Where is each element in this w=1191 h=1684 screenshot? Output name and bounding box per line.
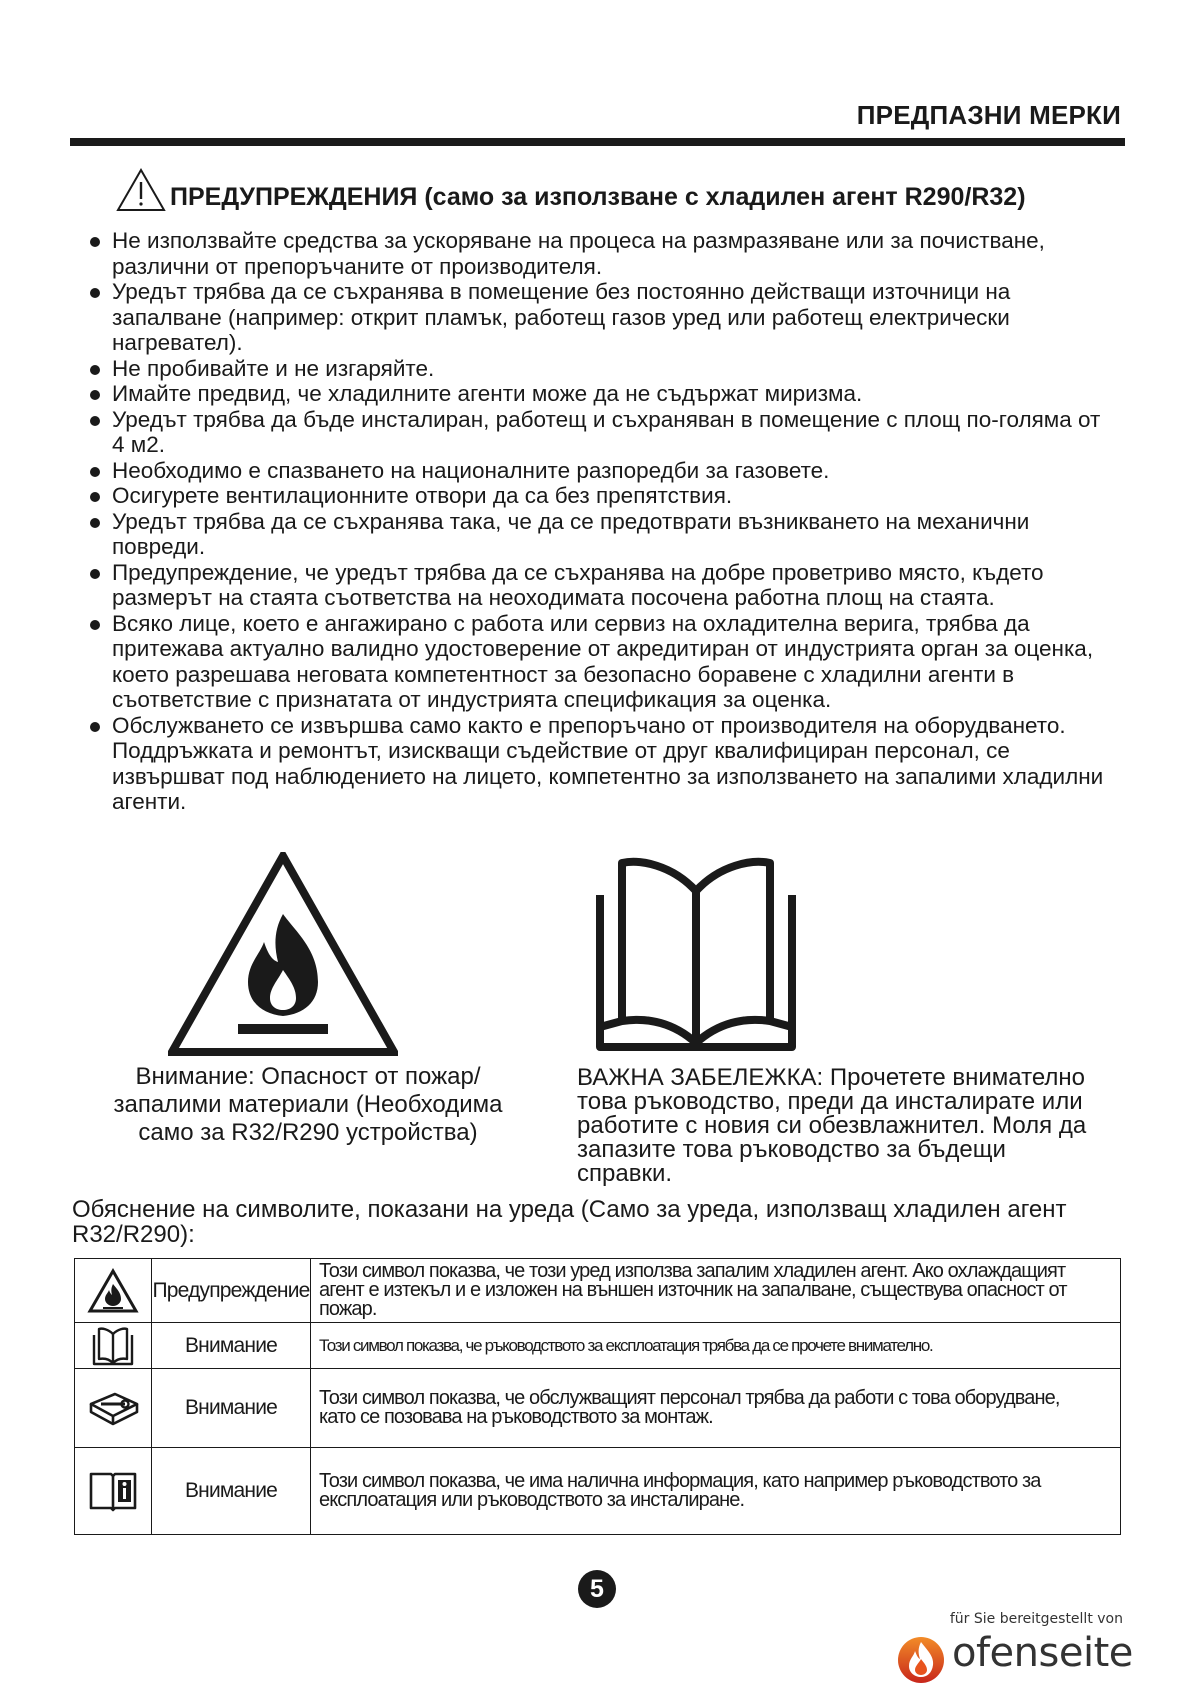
table-cell-icon xyxy=(75,1448,152,1535)
list-item: Предупреждение, че уредът трябва да се съхранява на добре проветриво място, където размерът на стаята съответства на неоходимата посочена работна площ на стаята. xyxy=(88,560,1138,611)
table-cell-description: Този символ показва, че този уред използва запалим хладилен агент. Ако охлаждащият агент е изтекъл и е изложен на външен източник на запалване, съществува опасност от пожар. xyxy=(311,1259,1121,1323)
read-manual-sign-icon xyxy=(578,855,815,1053)
flame-logo-icon xyxy=(896,1632,946,1684)
flammable-warning-sign-icon xyxy=(168,852,398,1056)
table-cell-description: Този символ показва, че има налична информация, като например ръководството за експлоатация или ръководството за инсталиране. xyxy=(311,1448,1121,1535)
symbols-explanation: Обяснение на символите, показани на уреда (Само за уреда, използващ хладилен агент R32/R290): xyxy=(72,1196,1067,1248)
table-row xyxy=(75,1259,1121,1323)
bullet-icon xyxy=(90,569,100,579)
bullet-icon xyxy=(90,416,100,426)
important-note-caption: ВАЖНА ЗАБЕЛЕЖКА: Прочетете внимателно това ръководство, преди да инсталирате или работите с новия си обезвлажнител. Моля да запазите това ръководство за бъдещи справки. xyxy=(577,1064,1087,1187)
table-cell-icon xyxy=(75,1323,152,1369)
list-item: Имайте предвид, че хладилните агенти може да не съдържат миризма. xyxy=(88,381,1138,407)
list-item: Всяко лице, което е ангажирано с работа или сервиз на охладителна верига, трябва да притежава актуално валидно удостоверение от акредитиран от индустрията орган за оценка, което разрешава неговата компетентност за безопасно боравене с хладилни агенти в съответствие с признатата от индустрията спецификация за оценка. xyxy=(88,611,1138,713)
table-cell-label: Внимание xyxy=(152,1448,311,1535)
bullet-icon xyxy=(90,492,100,502)
bullet-icon xyxy=(90,237,100,247)
fire-hazard-caption: Внимание: Опасност от пожар/ запалими материали (Необходима само за R32/R290 устройства) xyxy=(113,1063,503,1146)
provided-by-text: für Sie bereitgestellt von xyxy=(949,1611,1123,1627)
table-row xyxy=(75,1448,1121,1535)
manual-book-icon xyxy=(89,1326,137,1366)
list-item: Уредът трябва да се съхранява така, че да се предотврати възникването на механични повреди. xyxy=(88,509,1138,560)
table-row xyxy=(75,1369,1121,1448)
warnings-heading: ПРЕДУПРЕЖДЕНИЯ (само за използване с хладилен агент R290/R32) xyxy=(170,183,1026,211)
service-manual-icon xyxy=(85,1390,141,1426)
bullet-icon xyxy=(90,288,100,298)
bullet-icon xyxy=(90,620,100,630)
brand-logo xyxy=(896,1632,1136,1682)
warning-triangle-icon xyxy=(116,168,166,212)
list-item: Не пробивайте и не изгаряйте. xyxy=(88,356,1138,382)
header-divider xyxy=(70,138,1125,146)
table-cell-icon xyxy=(75,1369,152,1448)
page-number: 5 xyxy=(578,1570,616,1608)
list-item: Уредът трябва да се съхранява в помещение без постоянно действащи източници на запалване (например: открит пламък, работещ газов уред или работещ електрически нагревател). xyxy=(88,279,1138,356)
table-cell-label: Внимание xyxy=(152,1369,311,1448)
page-section-title: ПРЕДПАЗНИ МЕРКИ xyxy=(856,100,1121,130)
bullet-icon xyxy=(90,365,100,375)
bullet-icon xyxy=(90,467,100,477)
list-item: Обслужването се извършва само както е препоръчано от производителя на оборудването. Поддръжката и ремонтът, изискващи съдействие от друг квалифициран персонал, се извършват под наблюдението на лицето, компетентно за използването на запалими хладилни агенти. xyxy=(88,713,1138,815)
table-cell-description: Този символ показва, че ръководството за експлоатация трябва да се прочете внимателно. xyxy=(311,1323,1121,1369)
table-cell-label: Предупреждение xyxy=(152,1259,311,1323)
bullet-icon xyxy=(90,390,100,400)
info-manual-icon xyxy=(88,1470,138,1512)
list-item: Уредът трябва да бъде инсталиран, работещ и съхраняван в помещение с площ по-голяма от 4 м2. xyxy=(88,407,1138,458)
table-cell-icon xyxy=(75,1259,152,1323)
list-item: Не използвайте средства за ускоряване на процеса на размразяване или за почистване, различни от препоръчаните от производителя. xyxy=(88,228,1138,279)
warnings-list xyxy=(88,228,1138,815)
bullet-icon xyxy=(90,518,100,528)
symbol-table xyxy=(74,1258,1121,1535)
table-row xyxy=(75,1323,1121,1369)
bullet-icon xyxy=(90,722,100,732)
list-item: Необходимо е спазването на националните разпоредби за газовете. xyxy=(88,458,1138,484)
brand-name: ofenseite xyxy=(952,1630,1133,1676)
list-item: Осигурете вентилационните отвори да са без препятствия. xyxy=(88,483,1138,509)
flammable-warning-icon xyxy=(87,1268,139,1314)
table-cell-label: Внимание xyxy=(152,1323,311,1369)
table-cell-description: Този символ показва, че обслужващият персонал трябва да работи с това оборудване, като се позовава на ръководството за монтаж. xyxy=(311,1369,1121,1448)
